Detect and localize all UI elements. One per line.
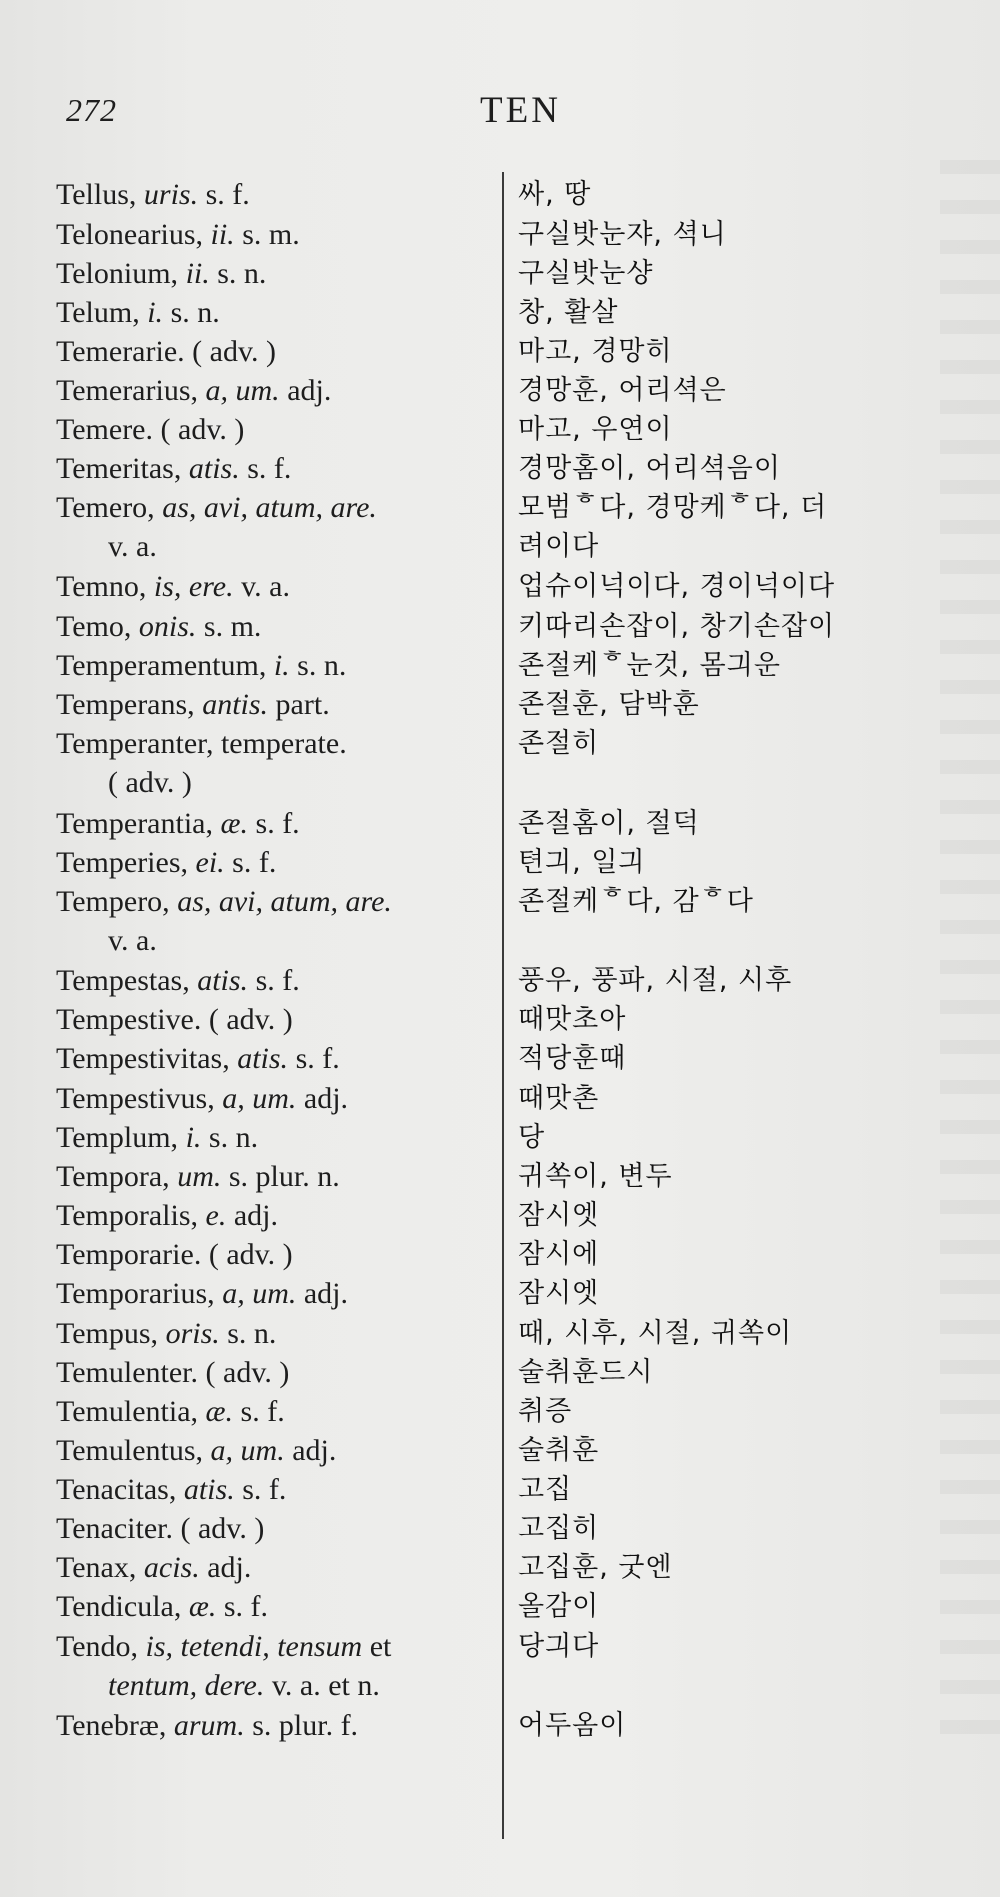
- entry-latin: [56, 686, 516, 724]
- part-of-speech: s. f.: [248, 807, 300, 840]
- entry-latin: [56, 489, 516, 527]
- entry-latin: [56, 1588, 516, 1626]
- entry-latin: [56, 450, 516, 488]
- korean-gloss: 취증: [518, 1396, 573, 1427]
- part-of-speech: s. f.: [224, 846, 277, 879]
- part-of-speech: s. f.: [198, 178, 250, 211]
- headword: Tempora,: [56, 1160, 178, 1193]
- grammatical-form: i.: [147, 296, 164, 329]
- part-of-speech: v. a. et n.: [264, 1669, 380, 1702]
- entry-latin: [56, 1040, 516, 1078]
- korean-gloss: 업슈이넉이다, 경이넉이다: [518, 571, 836, 602]
- part-of-speech: adj.: [226, 1199, 279, 1232]
- grammatical-form: is, ere.: [153, 570, 234, 603]
- korean-gloss: 술취훈드시: [518, 1357, 654, 1388]
- entry-latin: [56, 962, 516, 1000]
- grammatical-form: uris.: [143, 178, 199, 211]
- entry-latin: [56, 176, 516, 214]
- entry-latin: [56, 1001, 516, 1039]
- entry-latin: [56, 372, 516, 410]
- korean-gloss: 마고, 경망히: [518, 336, 673, 367]
- entry-latin: [56, 725, 516, 763]
- korean-gloss: 때, 시후, 시절, 귀쏙이: [518, 1318, 793, 1349]
- grammatical-form: a, um.: [205, 374, 280, 407]
- korean-gloss-continuation: 려이다: [518, 531, 600, 562]
- grammatical-form: as, avi, atum, are.: [177, 885, 392, 918]
- korean-gloss: 때맛초아: [518, 1004, 627, 1035]
- grammatical-form: æ.: [205, 1395, 234, 1428]
- korean-gloss: 존절홈이, 절덕: [518, 808, 700, 839]
- headword: Temporarie.: [56, 1238, 202, 1271]
- part-of-speech: ( adv. ): [173, 1512, 265, 1545]
- grammatical-form: i.: [273, 649, 290, 682]
- korean-gloss: 존절케ᄒ다, 감ᄒ다: [518, 886, 754, 917]
- korean-gloss: 싸, 땅: [518, 179, 592, 210]
- part-of-speech: s. n.: [209, 257, 267, 290]
- part-of-speech: v. a.: [108, 924, 157, 957]
- part-of-speech: s. f.: [216, 1590, 269, 1623]
- korean-gloss: 풍우, 풍파, 시절, 시후: [518, 965, 793, 996]
- korean-gloss: 잠시엣: [518, 1278, 600, 1309]
- part-of-speech: s. f.: [233, 1395, 285, 1428]
- entry-latin-continuation: [108, 1667, 380, 1705]
- headword: Temulentia,: [56, 1395, 206, 1428]
- part-of-speech: s. plur. n.: [221, 1160, 340, 1193]
- headword: Temporalis,: [56, 1199, 206, 1232]
- entry-latin-continuation: [108, 764, 192, 802]
- grammatical-form: i.: [185, 1121, 202, 1154]
- part-of-speech: s. f.: [239, 452, 292, 485]
- headword: Tenebræ,: [56, 1709, 174, 1742]
- headword: Tenax,: [56, 1551, 144, 1584]
- part-of-speech: part.: [268, 688, 330, 721]
- headword: Telum,: [56, 296, 148, 329]
- korean-gloss: 구실밧눈샹: [518, 258, 654, 289]
- grammatical-form: atis.: [183, 1473, 235, 1506]
- entry-latin: [56, 1354, 516, 1392]
- korean-gloss: 올감이: [518, 1591, 600, 1622]
- grammatical-form: atis.: [237, 1042, 289, 1075]
- grammatical-form: antis.: [202, 688, 269, 721]
- part-of-speech: s. plur. f.: [244, 1709, 359, 1742]
- korean-gloss: 마고, 우연이: [518, 414, 673, 445]
- part-of-speech: adj.: [284, 1434, 337, 1467]
- korean-gloss: 키따리손잡이, 창기손잡이: [518, 611, 836, 642]
- grammatical-form: ii.: [210, 218, 235, 251]
- headword: Telonium,: [56, 257, 186, 290]
- headword: Tempestivitas,: [56, 1042, 238, 1075]
- headword: Tendicula,: [56, 1590, 189, 1623]
- entry-latin: [56, 1510, 516, 1548]
- korean-gloss: 경망훈, 어리셕은: [518, 375, 727, 406]
- grammatical-form: a, um.: [222, 1082, 297, 1115]
- part-of-speech: s. n.: [201, 1121, 259, 1154]
- part-of-speech: ( adv. ): [201, 1003, 293, 1036]
- part-of-speech: v. a.: [233, 570, 290, 603]
- grammatical-form: onis.: [138, 610, 197, 643]
- korean-gloss: 구실밧눈쟈, 셕니: [518, 219, 727, 250]
- part-of-speech: s. f.: [288, 1042, 340, 1075]
- part-of-speech: s. m.: [196, 610, 262, 643]
- entry-latin: [56, 1080, 516, 1118]
- grammatical-form: um.: [177, 1160, 222, 1193]
- grammatical-form: tentum, dere.: [108, 1669, 265, 1702]
- headword: Temporarius,: [56, 1277, 223, 1310]
- headword: Temerarie.: [56, 335, 185, 368]
- headword: Temero,: [56, 491, 163, 524]
- entry-latin: [56, 1471, 516, 1509]
- headword: Temerarius,: [56, 374, 206, 407]
- korean-gloss: 경망홈이, 어리셕음이: [518, 453, 781, 484]
- headword: Temperans,: [56, 688, 203, 721]
- entry-latin: [56, 216, 516, 254]
- headword: Temperantia,: [56, 807, 221, 840]
- korean-gloss: 모범ᄒ다, 경망케ᄒ다, 더: [518, 492, 828, 523]
- headword: Temere.: [56, 413, 154, 446]
- entry-latin: [56, 411, 516, 449]
- korean-gloss: 잠시에: [518, 1239, 600, 1270]
- korean-gloss: 잠시엣: [518, 1200, 600, 1231]
- korean-gloss: 고집: [518, 1474, 573, 1505]
- part-of-speech: adj.: [199, 1551, 252, 1584]
- entry-latin: [56, 333, 516, 371]
- entry-latin-continuation: [108, 528, 157, 566]
- headword: Tellus,: [56, 178, 144, 211]
- grammatical-form: atis.: [188, 452, 240, 485]
- headword: Tempero,: [56, 885, 178, 918]
- entry-latin: [56, 1628, 516, 1666]
- grammatical-form: arum.: [173, 1709, 245, 1742]
- headword: Temo,: [56, 610, 139, 643]
- korean-gloss: 당긔다: [518, 1631, 600, 1662]
- grammatical-form: as, avi, atum, are.: [162, 491, 377, 524]
- entry-latin: [56, 1432, 516, 1470]
- grammatical-form: æ.: [188, 1590, 217, 1623]
- headword: Tenacitas,: [56, 1473, 184, 1506]
- entry-latin: [56, 568, 516, 606]
- headword: Tempestivus,: [56, 1082, 223, 1115]
- part-of-speech: s. n.: [163, 296, 220, 329]
- part-of-speech: v. a.: [108, 530, 157, 563]
- part-of-speech: adj.: [296, 1277, 349, 1310]
- entry-latin: [56, 805, 516, 843]
- headword: Tendo,: [56, 1630, 146, 1663]
- headword: Tempestas,: [56, 964, 198, 997]
- entry-latin: [56, 1315, 516, 1353]
- korean-gloss: 때맛촌: [518, 1083, 600, 1114]
- headword: Templum,: [56, 1121, 186, 1154]
- grammatical-form: atis.: [197, 964, 249, 997]
- entry-latin: [56, 1549, 516, 1587]
- korean-gloss: 존절히: [518, 728, 600, 759]
- entry-latin: [56, 883, 516, 921]
- part-of-speech: s. n.: [219, 1317, 277, 1350]
- entry-latin: [56, 647, 516, 685]
- korean-gloss: 술취훈: [518, 1435, 600, 1466]
- headword: Temperanter, temperate.: [56, 727, 347, 760]
- part-of-speech: ( adv. ): [198, 1356, 290, 1389]
- grammatical-form: a, um.: [222, 1277, 297, 1310]
- part-of-speech: adj.: [279, 374, 332, 407]
- korean-gloss: 고집히: [518, 1513, 600, 1544]
- part-of-speech: ( adv. ): [153, 413, 245, 446]
- entry-latin: [56, 1275, 516, 1313]
- grammatical-form: a, um.: [210, 1434, 285, 1467]
- grammatical-form: ii.: [185, 257, 210, 290]
- grammatical-form: e.: [205, 1199, 227, 1232]
- entry-latin: [56, 1393, 516, 1431]
- entry-latin: [56, 255, 516, 293]
- korean-gloss: 고집훈, 굿엔: [518, 1552, 673, 1583]
- running-head: TEN: [480, 90, 561, 131]
- grammatical-form: oris.: [165, 1317, 220, 1350]
- entry-latin: [56, 1119, 516, 1157]
- headword: Tempestive.: [56, 1003, 202, 1036]
- korean-gloss: 어두옴이: [518, 1710, 627, 1741]
- headword: Temulenter.: [56, 1356, 199, 1389]
- grammatical-form: æ.: [220, 807, 249, 840]
- korean-gloss: 당: [518, 1122, 546, 1153]
- part-of-speech: adj.: [296, 1082, 349, 1115]
- korean-gloss: 텬긔, 일긔: [518, 847, 646, 878]
- korean-gloss: 존절케ᄒ눈것, 몸긔운: [518, 650, 781, 681]
- headword: Temeritas,: [56, 452, 189, 485]
- grammatical-form: acis.: [143, 1551, 200, 1584]
- entry-latin: [56, 1707, 516, 1745]
- part-of-speech: ( adv. ): [108, 766, 192, 799]
- headword: Telonearius,: [56, 218, 211, 251]
- headword: Temulentus,: [56, 1434, 211, 1467]
- headword: Temno,: [56, 570, 154, 603]
- part-of-speech: s. f.: [234, 1473, 287, 1506]
- part-of-speech: s. n.: [289, 649, 347, 682]
- headword: Tenaciter.: [56, 1512, 173, 1545]
- entry-latin: [56, 844, 516, 882]
- page-number: 272: [66, 92, 117, 128]
- headword: Tempus,: [56, 1317, 166, 1350]
- entry-latin: [56, 1236, 516, 1274]
- korean-gloss: 창, 활살: [518, 297, 619, 328]
- part-of-speech: s. m.: [234, 218, 300, 251]
- part-of-speech: ( adv. ): [184, 335, 277, 368]
- headword: Temperamentum,: [56, 649, 274, 682]
- korean-gloss: 적당훈때: [518, 1043, 627, 1074]
- korean-gloss: 존절훈, 담박훈: [518, 689, 700, 720]
- headword: Temperies,: [56, 846, 196, 879]
- grammatical-form: ei.: [195, 846, 225, 879]
- part-of-speech: ( adv. ): [201, 1238, 293, 1271]
- part-of-speech: s. f.: [248, 964, 300, 997]
- korean-gloss: 귀쏙이, 변두: [518, 1161, 673, 1192]
- part-of-speech: et: [362, 1630, 392, 1663]
- entry-latin: [56, 1197, 516, 1235]
- entry-latin: [56, 1158, 516, 1196]
- grammatical-form: is, tetendi, tensum: [145, 1630, 363, 1663]
- entry-latin: [56, 294, 516, 332]
- entry-latin: [56, 608, 516, 646]
- entry-latin-continuation: [108, 922, 157, 960]
